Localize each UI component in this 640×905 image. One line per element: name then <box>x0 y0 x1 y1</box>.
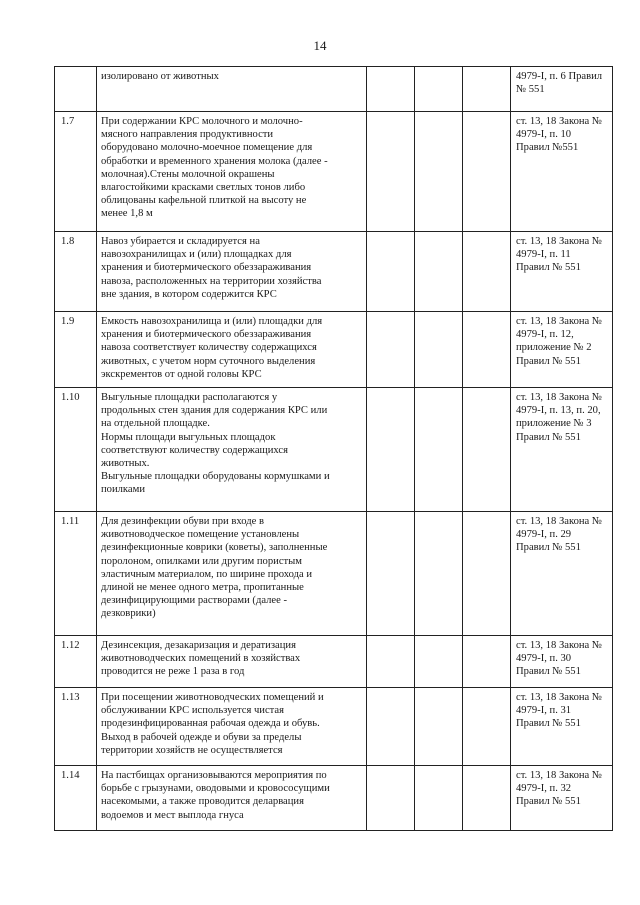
reference-cell <box>511 232 613 312</box>
table-row <box>55 388 613 512</box>
answer-yes-cell <box>367 688 415 766</box>
reference-cell <box>511 512 613 636</box>
reference-text: ст. 13, 18 Закона № 4979-I, п. 29 Правил № 551 <box>516 516 603 554</box>
row-number: 1.10 <box>55 388 97 512</box>
answer-no-cell <box>415 312 463 388</box>
reference-cell <box>511 312 613 388</box>
page-number: 14 <box>313 38 327 53</box>
answer-na-cell <box>463 112 511 232</box>
answer-na-cell <box>463 312 511 388</box>
answer-na-cell <box>463 388 511 512</box>
requirement-text: При содержании КРС молочного и молочно- мясного направления продуктивности оборудовано молочно-моечное помещение для обработки и временного хранения молока (далее - молочная).Стены молочной окрашены влагостойкими красками светлых тонов либо облицованы кафельной плиткой на высоту не менее 1,8 м <box>101 116 328 220</box>
requirement-cell <box>97 766 367 831</box>
reference-text: ст. 13, 18 Закона № 4979-I, п. 12, приложение № 2 Правил № 551 <box>516 316 603 367</box>
row-number: 1.8 <box>55 232 97 312</box>
answer-yes-cell <box>367 512 415 636</box>
answer-na-cell <box>463 232 511 312</box>
row-number: 1.13 <box>55 688 97 766</box>
table-row <box>55 67 613 112</box>
row-number: 1.7 <box>55 112 97 232</box>
requirement-text: При посещении животноводческих помещений и обслуживании КРС используется чистая продезинфицированная рабочая одежда и обувь. Выход в рабочей одежде и обуви за пределы территории хозяйств не осуществляется <box>101 692 324 756</box>
reference-text: ст. 13, 18 Закона № 4979-I, п. 13, п. 20, приложение № 3 Правил № 551 <box>516 392 603 443</box>
answer-na-cell <box>463 67 511 112</box>
reference-cell <box>511 388 613 512</box>
reference-text: ст. 13, 18 Закона № 4979-I, п. 10 Правил №551 <box>516 116 603 154</box>
answer-na-cell <box>463 766 511 831</box>
checklist-table <box>54 66 613 831</box>
answer-yes-cell <box>367 388 415 512</box>
answer-no-cell <box>415 512 463 636</box>
reference-text: ст. 13, 18 Закона № 4979-I, п. 30 Правил № 551 <box>516 640 603 678</box>
requirement-text: На пастбищах организовываются мероприятия по борьбе с грызунами, оводовыми и кровососущими насекомыми, а также проводится деларвация водоемов и мест выплода гнуса <box>101 770 330 821</box>
requirement-cell <box>97 232 367 312</box>
table-row <box>55 688 613 766</box>
reference-text: ст. 13, 18 Закона № 4979-I, п. 32 Правил № 551 <box>516 770 603 808</box>
row-number <box>55 67 97 112</box>
reference-text: 4979-I, п. 6 Правил № 551 <box>516 71 603 96</box>
reference-cell <box>511 112 613 232</box>
requirement-text: изолировано от животных <box>101 71 219 82</box>
requirement-cell <box>97 512 367 636</box>
answer-yes-cell <box>367 232 415 312</box>
table-row <box>55 112 613 232</box>
answer-no-cell <box>415 688 463 766</box>
answer-yes-cell <box>367 112 415 232</box>
answer-yes-cell <box>367 312 415 388</box>
reference-text: ст. 13, 18 Закона № 4979-I, п. 31 Правил № 551 <box>516 692 603 730</box>
requirement-text: Емкость навозохранилища и (или) площадки для хранения и биотермического обеззараживания навоза соответствует количеству содержащихся животных, с учетом норм суточного выделения экскрементов от одной головы КРС <box>101 316 323 380</box>
requirement-cell <box>97 636 367 688</box>
table-row <box>55 766 613 831</box>
reference-text: ст. 13, 18 Закона № 4979-I, п. 11 Правил № 551 <box>516 236 603 274</box>
answer-yes-cell <box>367 766 415 831</box>
requirement-cell <box>97 388 367 512</box>
requirement-cell <box>97 67 367 112</box>
reference-cell <box>511 688 613 766</box>
requirement-text: Для дезинфекции обуви при входе в животноводческое помещение установлены дезинфекционные коврики (коветы), заполненные поролоном, опилками или другим пористым эластичным материалом, по ширине прохода и длиной не менее одного метра, пропитанные дезинфицирующими растворами (далее - дезковрики) <box>101 516 328 620</box>
answer-no-cell <box>415 232 463 312</box>
requirement-text: Навоз убирается и складируется на навозохранилищах и (или) площадках для хранения и биотермического обеззараживания навоза, расположенных на территории хозяйства вне здания, в котором содержится КРС <box>101 236 322 300</box>
row-number: 1.14 <box>55 766 97 831</box>
answer-no-cell <box>415 636 463 688</box>
answer-yes-cell <box>367 67 415 112</box>
reference-cell <box>511 766 613 831</box>
answer-yes-cell <box>367 636 415 688</box>
requirement-cell <box>97 112 367 232</box>
answer-no-cell <box>415 388 463 512</box>
table-row <box>55 232 613 312</box>
answer-na-cell <box>463 688 511 766</box>
answer-no-cell <box>415 67 463 112</box>
row-number: 1.9 <box>55 312 97 388</box>
answer-na-cell <box>463 512 511 636</box>
reference-cell <box>511 636 613 688</box>
row-number: 1.11 <box>55 512 97 636</box>
requirement-text: Дезинсекция, дезакаризация и дератизация животноводческих помещений в хозяйствах проводится не реже 1 раза в год <box>101 640 301 678</box>
reference-cell <box>511 67 613 112</box>
requirement-cell <box>97 312 367 388</box>
answer-no-cell <box>415 766 463 831</box>
table-row <box>55 636 613 688</box>
table-row <box>55 512 613 636</box>
answer-no-cell <box>415 112 463 232</box>
requirement-text: Выгульные площадки располагаются у продольных стен здания для содержания КРС или на отдельной площадке. Нормы площади выгульных площадок соответствуют количеству содержащихся животных. Выгульные площадки оборудованы кормушками и поилками <box>101 392 330 496</box>
table-row <box>55 312 613 388</box>
requirement-cell <box>97 688 367 766</box>
row-number: 1.12 <box>55 636 97 688</box>
answer-na-cell <box>463 636 511 688</box>
